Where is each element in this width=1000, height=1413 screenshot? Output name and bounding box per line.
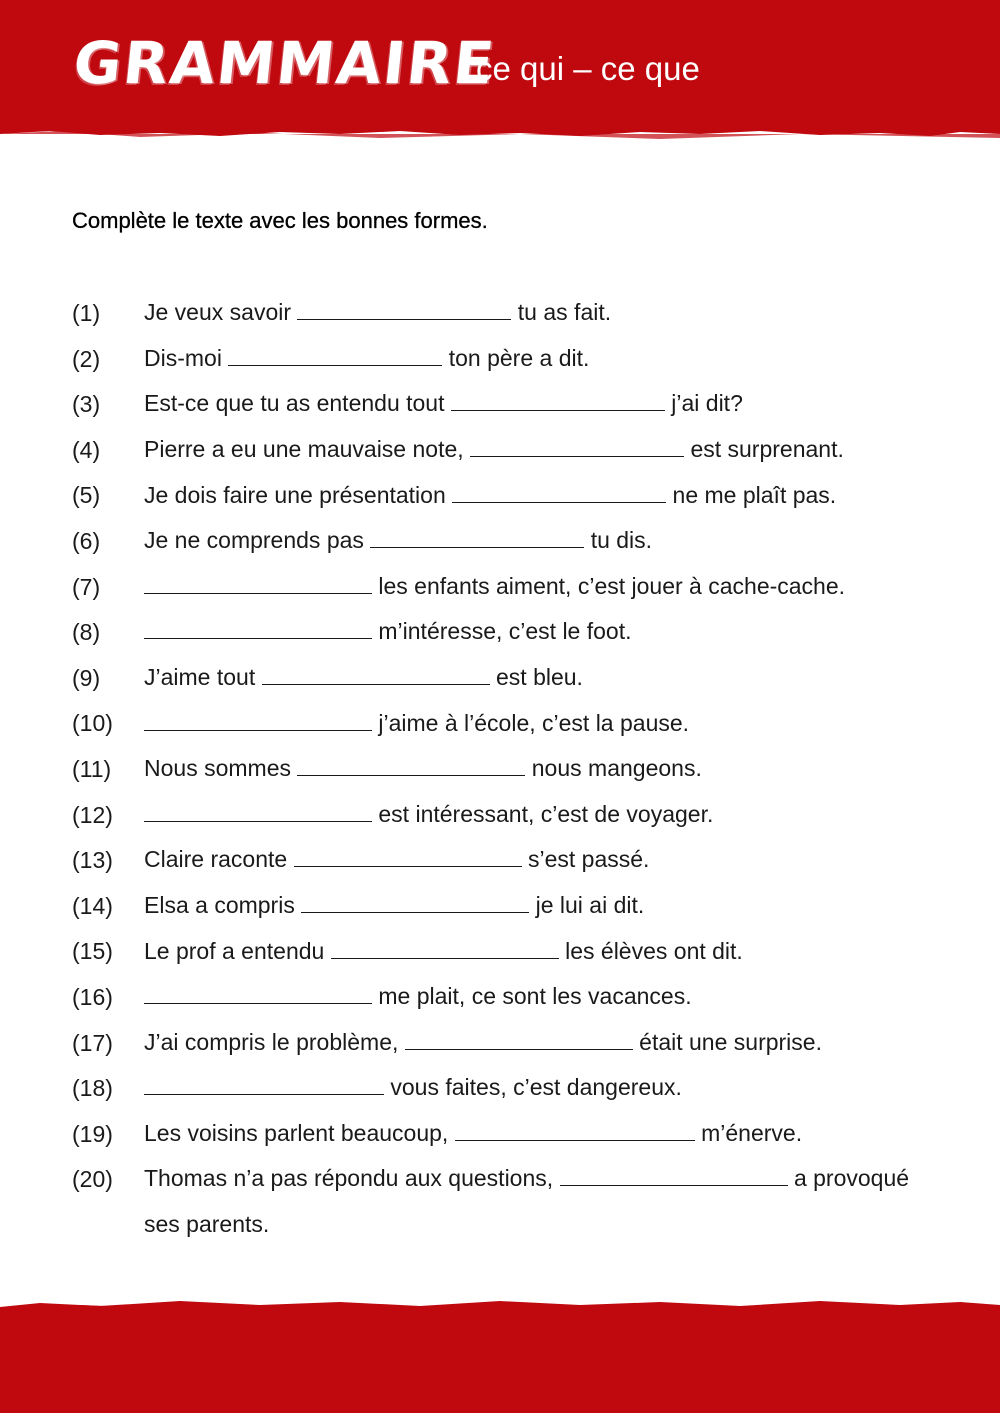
item-sentence [144,564,944,610]
sentence-before: Thomas n’a pas répondu aux questions, [144,1165,554,1192]
item-sentence [144,1020,944,1066]
item-sentence [144,518,944,564]
item-number: (16) [72,983,113,1010]
item-sentence [144,1111,944,1157]
sentence-after: tu dis. [590,527,653,554]
answer-blank[interactable] [262,662,490,685]
exercise-item [72,520,952,566]
item-sentence [144,974,944,1020]
sentence-after: ton père a dit. [448,344,590,371]
answer-blank[interactable] [144,799,372,822]
item-number: (9) [72,664,101,691]
sentence-after: s’est passé. [527,846,650,873]
answer-blank[interactable] [370,525,584,548]
answer-blank[interactable] [452,480,666,503]
answer-blank[interactable] [301,890,529,913]
answer-blank[interactable] [405,1027,633,1050]
sentence-before: Claire raconte [144,846,288,873]
item-number: (18) [72,1075,113,1102]
answer-blank[interactable] [297,297,511,320]
exercise-item [72,794,952,840]
item-number: (2) [72,345,101,372]
answer-blank[interactable] [144,571,372,594]
answer-blank[interactable] [331,936,559,959]
exercise-item [72,611,952,657]
item-sentence [144,336,944,382]
sentence-after: a provoqué ses parents. [144,1165,910,1238]
answer-blank[interactable] [228,343,442,366]
item-sentence [144,1156,944,1247]
sentence-after: m’énerve. [701,1119,803,1146]
answer-blank[interactable] [144,616,372,639]
item-sentence [144,427,944,473]
exercise-item [72,702,952,748]
item-number: (6) [72,527,101,554]
sentence-before: Pierre a eu une mauvaise note, [144,435,464,462]
item-sentence [144,473,944,519]
exercise-item [72,292,952,338]
exercise-list [72,292,952,1249]
item-sentence [144,290,944,336]
sentence-before: J’ai compris le problème, [144,1028,399,1055]
item-number: (10) [72,710,113,737]
sentence-after: ne me plaît pas. [672,481,837,508]
sentence-after: j’ai dit? [671,390,743,417]
sentence-after: vous faites, c’est dangereux. [390,1074,682,1101]
sentence-before: Le prof a entendu [144,937,325,964]
item-sentence [144,1065,944,1111]
sentence-before: Dis-moi [144,344,222,371]
exercise-item [72,748,952,794]
sentence-before: Nous sommes [144,755,291,782]
sentence-before: J’aime tout [144,663,256,690]
sentence-after: tu as fait. [517,299,612,326]
answer-blank[interactable] [144,708,372,731]
answer-blank[interactable] [560,1163,788,1186]
brand-title: GRAMMAIRE [70,29,499,97]
footer-brush-shape [0,1295,1000,1413]
answer-blank[interactable] [470,434,684,457]
item-number: (12) [72,801,113,828]
sentence-before: Est-ce que tu as entendu tout [144,390,445,417]
sentence-before: Je veux savoir [144,299,292,326]
sentence-after: est bleu. [496,663,583,690]
sentence-after: m’intéresse, c’est le foot. [378,618,632,645]
exercise-item [72,1022,952,1068]
exercise-item [72,657,952,703]
header-band [0,0,1000,160]
sentence-after: est surprenant. [690,435,844,462]
item-sentence [144,381,944,427]
item-number: (17) [72,1029,113,1056]
item-number: (3) [72,391,101,418]
page-subtitle: ce qui – ce que [476,50,700,87]
sentence-after: me plait, ce sont les vacances. [378,983,692,1010]
item-sentence [144,701,944,747]
item-number: (5) [72,482,101,509]
answer-blank[interactable] [144,981,372,1004]
exercise-item [72,1113,952,1159]
item-sentence [144,792,944,838]
answer-blank[interactable] [455,1118,695,1141]
exercise-item [72,429,952,475]
item-sentence [144,655,944,701]
exercise-item [72,338,952,384]
item-number: (8) [72,619,101,646]
item-sentence [144,746,944,792]
sentence-before: Je ne comprends pas [144,527,364,554]
item-number: (13) [72,847,113,874]
sentence-after: les élèves ont dit. [565,937,743,964]
item-number: (15) [72,938,113,965]
answer-blank[interactable] [297,753,525,776]
item-number: (4) [72,436,101,463]
exercise-item [72,1158,952,1249]
item-number: (11) [72,755,112,782]
exercise-item [72,930,952,976]
sentence-after: était une surprise. [639,1028,822,1055]
sentence-after: j’aime à l’école, c’est la pause. [378,709,690,736]
item-sentence [144,837,944,883]
exercise-item [72,566,952,612]
item-number: (19) [72,1120,113,1147]
exercise-item [72,839,952,885]
sentence-before: Elsa a compris [144,891,295,918]
item-number: (1) [72,300,101,326]
item-sentence [144,609,944,655]
footer-band [0,1295,1000,1413]
exercise-item [72,976,952,1022]
sentence-after: les enfants aiment, c’est jouer à cache-cache. [378,572,846,599]
item-number: (20) [72,1166,113,1193]
answer-blank[interactable] [144,1072,384,1095]
exercise-item [72,1067,952,1113]
exercise-item [72,885,952,931]
answer-blank[interactable] [451,388,665,411]
sentence-before: Je dois faire une présentation [144,481,446,508]
exercise-item [72,383,952,429]
sentence-before: Les voisins parlent beaucoup, [144,1119,449,1146]
item-sentence [144,929,944,975]
instruction-text: Complète le texte avec les bonnes formes. [72,208,488,233]
item-number: (14) [72,892,113,919]
item-sentence [144,883,944,929]
answer-blank[interactable] [294,844,522,867]
item-number: (7) [72,573,101,600]
exercise-item [72,474,952,520]
sentence-after: nous mangeons. [531,755,702,782]
sentence-after: est intéressant, c’est de voyager. [378,800,714,827]
sentence-after: je lui ai dit. [535,891,645,918]
